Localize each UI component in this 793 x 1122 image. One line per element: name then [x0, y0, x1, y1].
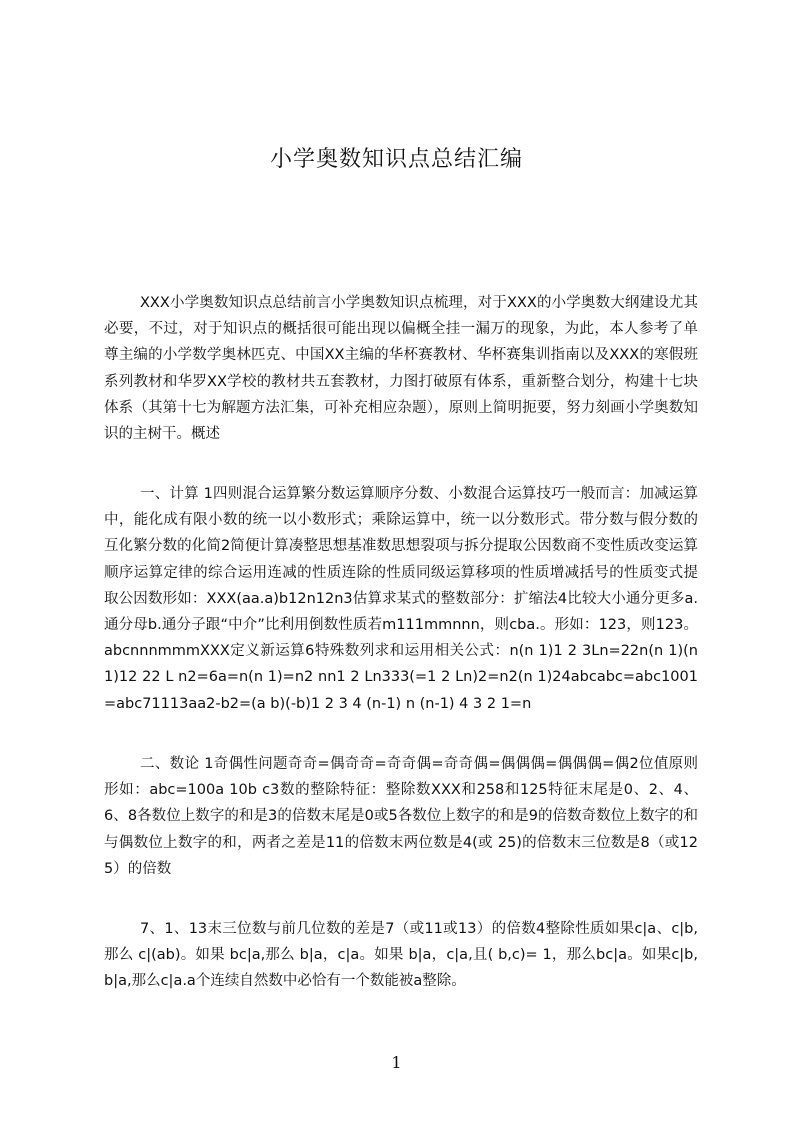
paragraph-preface [104, 290, 698, 447]
page-number: 1 [391, 1053, 402, 1072]
paragraph-calculation [104, 481, 698, 717]
paragraph-text: 7、1、13末三位数与前几位数的差是7（或11或13）的倍数4整除性质如果c|a、c|b,那么 c|(ab)。如果 bc|a,那么 b|a，c|a。如果 b|a，c|a,且( b,c)= 1，那么bc|a。如果c|b,b|a,那么c|a.a个连续自然数中必恰有一个数能被a整除。 [104, 921, 698, 990]
paragraph-text: 二、数论 1奇偶性问题奇奇=偶奇奇=奇奇偶=奇奇偶=偶偶偶=偶偶偶=偶2位值原则形如：abc=100a 10b c3数的整除特征：整除数XXX和258和125特征末尾是0、2、4、6、8各数位上数字的和是3的倍数末尾是0或5各数位上数字的和是9的倍数奇数位上数字的和与偶数位上数字的和，两者之差是11的倍数末两位数是4(或 25)的倍数末三位数是8（或125）的倍数 [104, 756, 698, 877]
paragraph-divisibility [104, 916, 698, 995]
paragraph-text: XXX小学奥数知识点总结前言小学奥数知识点梳理，对于XXX的小学奥数大纲建设尤其必要，不过，对于知识点的概括很可能出现以偏概全挂一漏万的现象，为此，本人参考了单尊主编的小学数学奥林匹克、中国XX主编的华杯赛教材、华杯赛集训指南以及XXX的寒假班系列教材和华罗XX学校的教材共五套教材，力图打破原有体系，重新整合划分，构建十七块体系（其第十七为解题方法汇集，可补充相应杂题），原则上简明扼要，努力刻画小学奥数知识的主树干。概述 [104, 295, 698, 443]
page-title: 小学奥数知识点总结汇编 [269, 147, 523, 172]
paragraph-text: 一、计算 1四则混合运算繁分数运算顺序分数、小数混合运算技巧一般而言：加减运算中，能化成有限小数的统一以小数形式；乘除运算中，统一以分数形式。带分数与假分数的互化繁分数的化简2简便计算凑整思想基准数思想裂项与拆分提取公因数商不变性质改变运算顺序运算定律的综合运用连减的性质连除的性质同级运算移项的性质增减括号的性质变式提取公因数形如：XXX(aa.a)b12n12n3估算求某式的整数部分：扩缩法4比较大小通分更多a.通分母b.通分子跟“中介”比利用倒数性质若m111mmnnn，则cba.。形如：123，则123。abcnnnmmmXXX定义新运算6特殊数列求和运用相关公式：n(n 1)1 2 3Ln=22n(n 1)(n 1)12 22 L n2=6a=n(n 1)=n2 nn1 2 Ln333(=1 2 Ln)2=n2(n 1)24abcabc=abc1001=abc71113aa2-b2=(a b)(-b)1 2 3 4 (n-1) n (n-1) 4 3 2 1=n [104, 486, 698, 712]
paragraph-number-theory [104, 751, 698, 882]
